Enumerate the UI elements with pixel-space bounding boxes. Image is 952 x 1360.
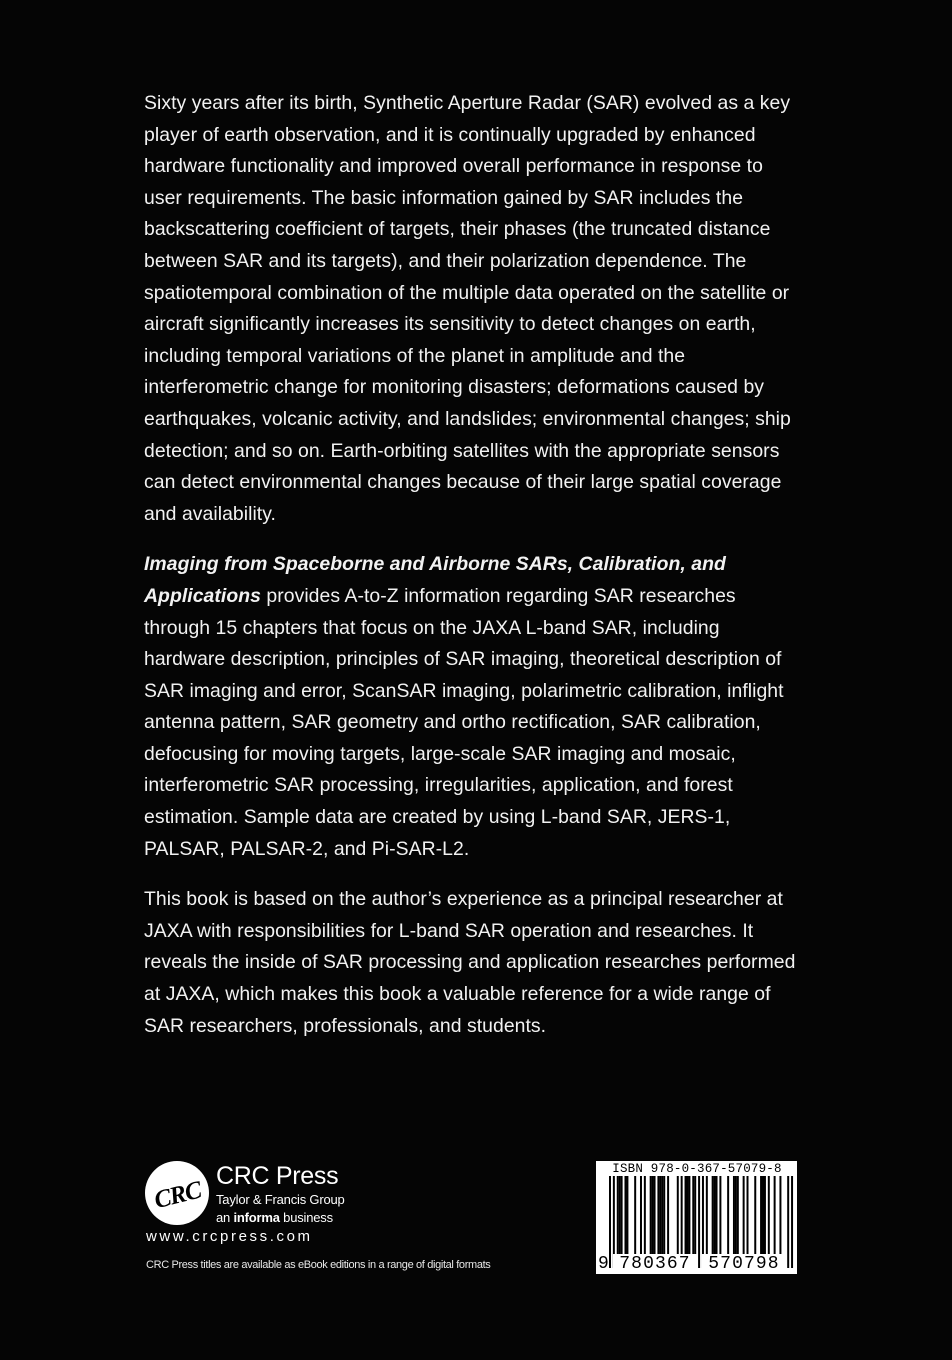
book-description [144,88,804,1061]
barcode-bar [714,1176,716,1255]
barcode-bar [694,1176,696,1255]
barcode-bar [659,1176,661,1255]
barcode-bar [764,1176,766,1255]
barcode-bar [735,1176,737,1255]
barcode-bar [779,1176,781,1255]
description-paragraph-2-text: provides A-to-Z information regarding SAR researches through 15 chapters that focus on the JAXA L-band SAR, including hardware description, principles of SAR imaging, theoretical description of SAR imaging and error, ScanSAR imaging, polarimetric calibration, inflight antenna pattern, SAR geometry and ortho rectification, SAR calibration, defocusing for moving targets, large-scale SAR imaging and mosaic, interferometric SAR processing, irregularities, application, and forest estimation. Sample data are created by using L-band SAR, JERS-1, PALSAR, PALSAR-2, and Pi-SAR-L2. [144,584,784,860]
barcode-bar [681,1176,683,1255]
barcode-bar [716,1176,718,1255]
barcode-bar [640,1176,642,1255]
barcode-bar [743,1176,745,1255]
isbn-barcode [596,1161,797,1274]
barcode-bar [727,1176,729,1255]
barcode-bar [626,1176,628,1255]
barcode-bar [634,1176,636,1255]
barcode-bar [650,1176,652,1255]
barcode-bar [621,1176,623,1255]
barcode-bar [657,1176,659,1255]
barcode-bar [747,1176,749,1255]
publisher-name: CRC Press [216,1162,339,1190]
barcode-bar [677,1176,679,1255]
barcode-bar [654,1176,656,1255]
publisher-informa: an informa business [216,1210,333,1225]
barcode-bar [692,1176,694,1255]
barcode-bar [737,1176,739,1255]
barcode-bar [754,1176,756,1255]
barcode-bar [667,1176,669,1255]
publisher-url[interactable]: www.crcpress.com [146,1228,313,1245]
barcode-bar [774,1176,776,1255]
isbn-label: ISBN 978-0-367-57079-8 [612,1162,782,1176]
publisher-block [144,1158,524,1288]
barcode-bar [663,1176,665,1255]
barcode-bar [624,1176,626,1255]
publisher-group: Taylor & Francis Group [216,1192,345,1207]
description-paragraph-2 [144,549,804,865]
barcode-bar [619,1176,621,1255]
barcode-bar [661,1176,663,1255]
barcode-digit-first: 9 [598,1254,609,1274]
crc-logo-icon [144,1160,210,1226]
barcode-digits [596,1254,797,1274]
barcode-bar [762,1176,764,1255]
description-paragraph-1: Sixty years after its birth, Synthetic Aperture Radar (SAR) evolved as a key player of earth observation, and it is continually upgraded by enhanced hardware functionality and improved overall performance in response to user requirements. The basic information gained by SAR includes the backscattering coefficient of targets, their phases (the truncated distance between SAR and its targets), and their polarization dependence. The spatiotemporal combination of the multiple data operated on the satellite or aircraft significantly increases its sensitivity to detect changes on earth, including temporal variations of the planet in amplitude and the interferometric change for monitoring disasters; deformations caused by earthquakes, volcanic activity, and landslides; environmental changes; ship detection; and so on. Earth-orbiting satellites with the appropriate sensors can detect environmental changes because of their large spatial coverage and availability. [144,92,791,525]
barcode-bar [706,1176,708,1255]
barcode-bar [768,1176,770,1255]
barcode-bar [652,1176,654,1255]
barcode-bar [688,1176,690,1255]
crc-logo-text: CRC [151,1176,204,1215]
barcode-bar [617,1176,619,1255]
barcode-digits-left: 780367 [613,1254,697,1274]
barcode-bar [686,1176,688,1255]
ebook-note: CRC Press titles are available as eBook editions in a range of digital formats [146,1259,491,1271]
barcode-bar [644,1176,646,1255]
book-title: Imaging from Spaceborne and Airborne SARs, Calibration, and Applications [144,553,726,607]
barcode-bar [733,1176,735,1255]
barcode-bar [760,1176,762,1255]
barcode-digits-right: 570798 [702,1254,786,1274]
barcode-bar [685,1176,687,1255]
barcode-bar [719,1176,721,1255]
description-paragraph-3: This book is based on the author’s experience as a principal researcher at JAXA with responsibilities for L-band SAR operation and researches. It reveals the inside of SAR processing and application researches performed at JAXA, which makes this book a valuable reference for a wide range of SAR researchers, professionals, and students. [144,888,796,1037]
barcode-bar [712,1176,714,1255]
